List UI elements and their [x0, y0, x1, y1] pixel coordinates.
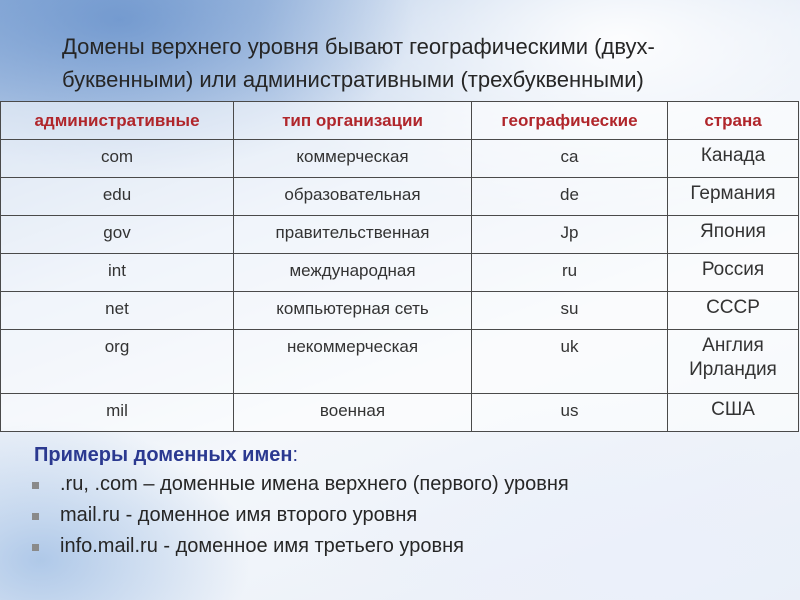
- table-header-row: [1, 102, 799, 140]
- examples-title-colon: :: [292, 444, 298, 466]
- cell-org-type: компьютерная сеть: [234, 292, 472, 330]
- table-row: [1, 394, 799, 432]
- cell-country: Россия: [668, 254, 799, 292]
- examples-list: [24, 467, 784, 563]
- cell-org-type: правительственная: [234, 216, 472, 254]
- header-geographic: географические: [472, 102, 668, 140]
- header-organization-type: тип организации: [234, 102, 472, 140]
- cell-admin-domain: com: [1, 140, 234, 178]
- cell-geo-domain: us: [472, 394, 668, 432]
- table-row: [1, 330, 799, 394]
- cell-org-type: международная: [234, 254, 472, 292]
- square-bullet-icon: [32, 513, 39, 520]
- examples-title-text: Примеры доменных имен: [34, 444, 293, 466]
- square-bullet-icon: [32, 482, 39, 489]
- list-item: [24, 529, 784, 563]
- table-row: [1, 216, 799, 254]
- table-row: [1, 178, 799, 216]
- examples-section: [24, 440, 784, 563]
- cell-country: США: [668, 394, 799, 432]
- cell-country: Германия: [668, 178, 799, 216]
- cell-admin-domain: edu: [1, 178, 234, 216]
- cell-org-type: военная: [234, 394, 472, 432]
- cell-geo-domain: ru: [472, 254, 668, 292]
- list-item-text: .ru, .com – доменные имена верхнего (первого) уровня: [60, 473, 569, 495]
- examples-title: [24, 440, 784, 470]
- cell-admin-domain: int: [1, 254, 234, 292]
- cell-country: СССР: [668, 292, 799, 330]
- cell-geo-domain: Jp: [472, 216, 668, 254]
- cell-country: Англия Ирландия: [668, 330, 799, 394]
- cell-admin-domain: mil: [1, 394, 234, 432]
- cell-geo-domain: de: [472, 178, 668, 216]
- square-bullet-icon: [32, 544, 39, 551]
- header-country: страна: [668, 102, 799, 140]
- cell-admin-domain: gov: [1, 216, 234, 254]
- cell-country: Япония: [668, 216, 799, 254]
- domains-table: [0, 101, 799, 432]
- cell-geo-domain: ca: [472, 140, 668, 178]
- list-item: [24, 498, 784, 532]
- cell-org-type: коммерческая: [234, 140, 472, 178]
- cell-org-type: образовательная: [234, 178, 472, 216]
- cell-country: Канада: [668, 140, 799, 178]
- table-row: [1, 292, 799, 330]
- cell-geo-domain: uk: [472, 330, 668, 394]
- header-administrative: административные: [1, 102, 234, 140]
- cell-geo-domain: su: [472, 292, 668, 330]
- cell-org-type: некоммерческая: [234, 330, 472, 394]
- list-item-text: mail.ru - доменное имя второго уровня: [60, 504, 418, 526]
- table-row: [1, 254, 799, 292]
- list-item: [24, 467, 784, 501]
- list-item-text: info.mail.ru - доменное имя третьего уровня: [60, 535, 464, 557]
- cell-admin-domain: org: [1, 330, 234, 394]
- cell-admin-domain: net: [1, 292, 234, 330]
- page-heading: Домены верхнего уровня бывают географическими (двух-буквенными) или административными (трехбуквенными): [62, 34, 655, 92]
- table-row: [1, 140, 799, 178]
